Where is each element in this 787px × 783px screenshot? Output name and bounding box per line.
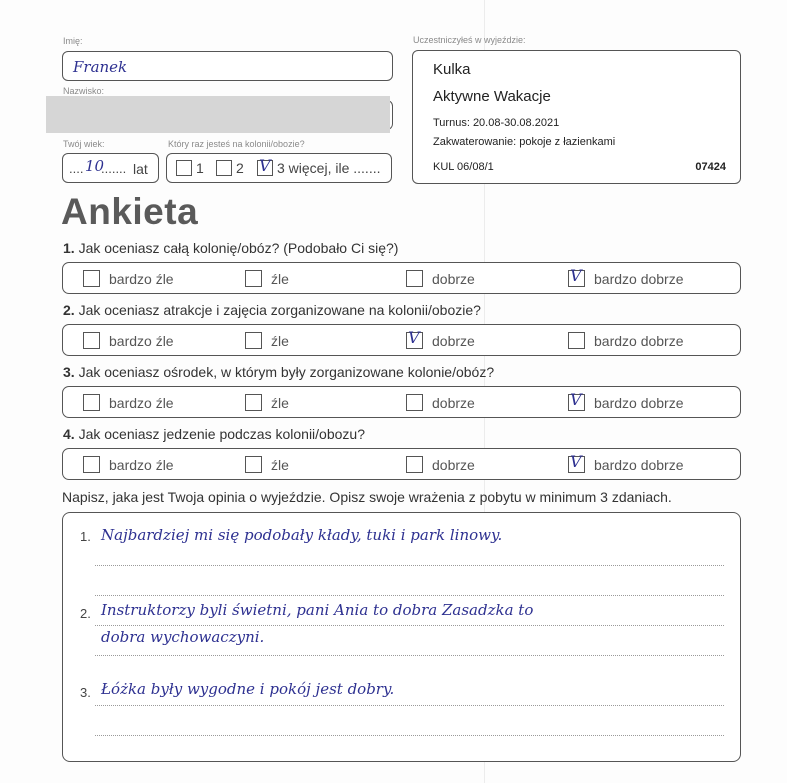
answer-checkbox[interactable] — [406, 394, 423, 411]
age-dots-before: .... — [69, 161, 84, 176]
answer-option[interactable] — [406, 328, 475, 349]
answer-checkbox[interactable] — [568, 452, 585, 473]
answer-checkbox[interactable] — [83, 394, 100, 411]
age-unit: lat — [133, 161, 148, 177]
opinion-text: dobra wychowaczyni. — [101, 628, 265, 646]
writing-line — [95, 655, 724, 656]
answer-row-2 — [62, 324, 741, 356]
answer-checkbox[interactable] — [568, 390, 585, 411]
opinion-number: 1. — [80, 529, 91, 544]
answer-label: bardzo źle — [109, 456, 174, 473]
answer-option[interactable] — [245, 394, 289, 411]
answer-option[interactable] — [83, 332, 174, 349]
question-3 — [63, 364, 494, 380]
name-value: Franek — [73, 58, 128, 76]
writing-line — [95, 625, 724, 626]
answer-row-1 — [62, 262, 741, 294]
answer-checkbox[interactable] — [83, 270, 100, 287]
answer-checkbox[interactable] — [568, 266, 585, 287]
answer-option[interactable] — [245, 456, 289, 473]
age-dots-after: ....... — [101, 161, 127, 176]
camp-name: Kulka — [433, 61, 471, 78]
question-number: 4. — [63, 426, 75, 442]
redaction-bar — [46, 96, 390, 133]
age-label: Twój wiek: — [63, 139, 105, 149]
answer-option[interactable] — [406, 394, 475, 411]
answer-label: źle — [271, 332, 289, 349]
question-number: 3. — [63, 364, 75, 380]
opinion-text: Łóżka były wygodne i pokój jest dobry. — [101, 680, 395, 698]
answer-checkbox[interactable] — [406, 456, 423, 473]
answer-label: bardzo źle — [109, 332, 174, 349]
answer-option[interactable] — [245, 270, 289, 287]
turnus-text: Turnus: 20.08-30.08.2021 — [433, 117, 560, 129]
times-field — [166, 153, 392, 183]
times-option-label: 3 więcej, ile ....... — [277, 160, 381, 176]
writing-line — [95, 735, 724, 736]
times-checkbox-1[interactable] — [176, 160, 192, 176]
answer-option[interactable] — [568, 266, 684, 287]
answer-label: bardzo źle — [109, 394, 174, 411]
form-number: 07424 — [695, 161, 726, 173]
times-option-label: 2 — [236, 160, 244, 176]
answer-checkbox[interactable] — [406, 270, 423, 287]
writing-line — [95, 565, 724, 566]
opinion-text: Instruktorzy byli świetni, pani Ania to dobra Zasadzka to — [101, 601, 534, 619]
page-title: Ankieta — [61, 191, 199, 232]
answer-label: bardzo dobrze — [594, 394, 684, 411]
check-mark-icon: V — [570, 452, 582, 471]
answer-row-3 — [62, 386, 741, 418]
question-2 — [63, 302, 481, 318]
answer-label: bardzo źle — [109, 270, 174, 287]
question-text: Jak oceniasz ośrodek, w którym były zorganizowane kolonie/obóz? — [78, 364, 495, 380]
answer-checkbox[interactable] — [245, 394, 262, 411]
accommodation-text: Zakwaterowanie: pokoje z łazienkami — [433, 136, 616, 148]
age-value: 10 — [85, 157, 105, 175]
answer-option[interactable] — [406, 270, 475, 287]
check-mark-icon: V — [570, 266, 582, 285]
answer-option[interactable] — [568, 390, 684, 411]
answer-label: dobrze — [432, 394, 475, 411]
times-option-1[interactable] — [176, 160, 204, 176]
answer-option[interactable] — [83, 394, 174, 411]
question-text: Jak oceniasz całą kolonię/obóz? (Podobało Ci się?) — [78, 240, 399, 256]
check-mark-icon: V — [259, 156, 271, 175]
question-text: Jak oceniasz atrakcje i zajęcia zorganizowane na kolonii/obozie? — [78, 302, 481, 318]
question-1 — [63, 240, 398, 256]
answer-option[interactable] — [83, 456, 174, 473]
opinion-prompt: Napisz, jaka jest Twoja opinia o wyjeździe. Opisz swoje wrażenia z pobytu w minimum 3 zdaniach. — [62, 489, 672, 505]
answer-checkbox[interactable] — [406, 328, 423, 349]
answer-label: dobrze — [432, 332, 475, 349]
times-checkbox-2[interactable] — [216, 160, 232, 176]
question-text: Jak oceniasz jedzenie podczas kolonii/obozu? — [78, 426, 365, 442]
answer-checkbox[interactable] — [83, 456, 100, 473]
answer-label: źle — [271, 270, 289, 287]
answer-label: bardzo dobrze — [594, 332, 684, 349]
answer-checkbox[interactable] — [245, 270, 262, 287]
opinion-number: 3. — [80, 685, 91, 700]
answer-option[interactable] — [245, 332, 289, 349]
age-field[interactable] — [62, 153, 159, 183]
answer-label: dobrze — [432, 270, 475, 287]
surname-label: Nazwisko: — [63, 86, 105, 96]
times-option-2[interactable] — [216, 160, 244, 176]
answer-checkbox[interactable] — [245, 456, 262, 473]
answer-checkbox[interactable] — [568, 332, 585, 349]
answer-option[interactable] — [406, 456, 475, 473]
writing-line — [95, 595, 724, 596]
check-mark-icon: V — [408, 328, 420, 347]
participant-label: Uczestniczyłeś w wyjeździe: — [413, 35, 526, 45]
name-label: Imię: — [63, 36, 83, 46]
answer-option[interactable] — [568, 452, 684, 473]
writing-line — [95, 705, 724, 706]
times-label: Który raz jesteś na kolonii/obozie? — [168, 139, 305, 149]
answer-label: bardzo dobrze — [594, 456, 684, 473]
participant-info-box — [412, 50, 741, 184]
answer-option[interactable] — [83, 270, 174, 287]
times-checkbox-3[interactable] — [257, 156, 273, 176]
group-code: KUL 06/08/1 — [433, 161, 494, 173]
opinion-number: 2. — [80, 606, 91, 621]
answer-label: źle — [271, 456, 289, 473]
answer-option[interactable] — [568, 332, 684, 349]
question-number: 1. — [63, 240, 75, 256]
times-option-label: 1 — [196, 160, 204, 176]
answer-checkbox[interactable] — [245, 332, 262, 349]
question-4 — [63, 426, 365, 442]
opinion-box[interactable] — [62, 512, 741, 762]
answer-checkbox[interactable] — [83, 332, 100, 349]
answer-row-4 — [62, 448, 741, 480]
program-name: Aktywne Wakacje — [433, 88, 551, 105]
question-number: 2. — [63, 302, 75, 318]
opinion-text: Najbardziej mi się podobały kłady, tuki i park linowy. — [101, 526, 503, 544]
times-option-3[interactable] — [257, 156, 381, 176]
answer-label: dobrze — [432, 456, 475, 473]
check-mark-icon: V — [570, 390, 582, 409]
answer-label: bardzo dobrze — [594, 270, 684, 287]
name-field[interactable] — [62, 51, 393, 81]
answer-label: źle — [271, 394, 289, 411]
